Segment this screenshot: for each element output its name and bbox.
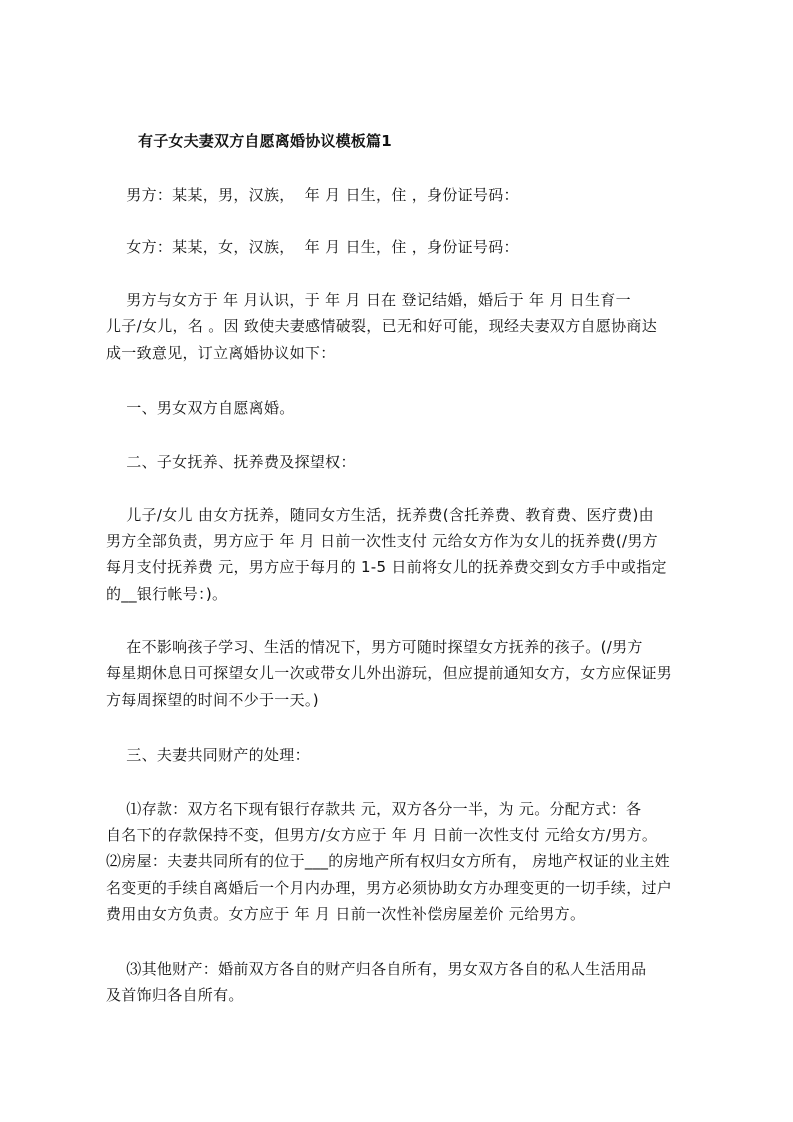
paragraph-line: 儿子/女儿，名 。因 致使夫妻感情破裂，已无和好可能，现经夫妻双方自愿协商达	[106, 317, 657, 335]
paragraph-line: ⑵房屋：夫妻共同所有的位于___的房地产所有权归女方所有， 房地产权证的业主姓	[106, 852, 670, 870]
paragraph-line: 名变更的手续自离婚后一个月内办理，男方必须协助女方办理变更的一切手续，过户	[106, 879, 673, 897]
paragraph-line: 在不影响孩子学习、生活的情况下，男方可随时探望女方抚养的孩子。(/男方	[106, 638, 643, 656]
paragraph-line: 男方：某某，男，汉族， 年 月 日生，住 ，身份证号码：	[106, 186, 519, 204]
paragraph-line: 方每周探望的时间不少于一天。)	[106, 691, 319, 709]
paragraph-line: 二、子女抚养、抚养费及探望权：	[106, 453, 356, 471]
paragraph-line: 费用由女方负责。女方应于 年 月 日前一次性补偿房屋差价 元给男方。	[106, 905, 586, 923]
paragraph-line: 男方与女方于 年 月认识，于 年 月 日在 登记结婚，婚后于 年 月 日生育一	[106, 291, 631, 309]
paragraph-line: 儿子/女儿 由女方抚养，随同女方生活，抚养费(含托养费、教育费、医疗费)由	[106, 506, 654, 524]
paragraph-line: 及首饰归各自所有。	[106, 986, 244, 1004]
paragraph-line: 的__银行帐号：)。	[106, 585, 228, 603]
paragraph-line: 男方全部负责，男方应于 年 月 日前一次性支付 元给女方作为女儿的抚养费(/男方	[106, 532, 658, 550]
paragraph-line: ⑶其他财产：婚前双方各自的财产归各自所有，男女双方各自的私人生活用品	[106, 960, 647, 978]
paragraph-line: 每星期休息日可探望女儿一次或带女儿外出游玩，但应提前通知女方，女方应保证男	[106, 664, 673, 682]
paragraph-line: 自名下的存款保持不变，但男方/女方应于 年 月 日前一次性支付 元给女方/男方。	[106, 826, 658, 844]
paragraph-line: 一、男女双方自愿离婚。	[106, 399, 295, 417]
paragraph-line: 女方：某某，女，汉族， 年 月 日生，住 ，身份证号码：	[106, 238, 519, 256]
paragraph-line: 成一致意见，订立离婚协议如下：	[106, 344, 336, 362]
paragraph-line: 三、夫妻共同财产的处理：	[106, 746, 310, 764]
paragraph-line: ⑴存款：双方名下现有银行存款共 元，双方各分一半，为 元。分配方式：各	[106, 800, 642, 818]
document-title: 有子女夫妻双方自愿离婚协议模板篇1	[138, 132, 392, 150]
paragraph-line: 每月支付抚养费 元，男方应于每月的 1-5 日前将女儿的抚养费交到女方手中或指定	[106, 558, 667, 576]
